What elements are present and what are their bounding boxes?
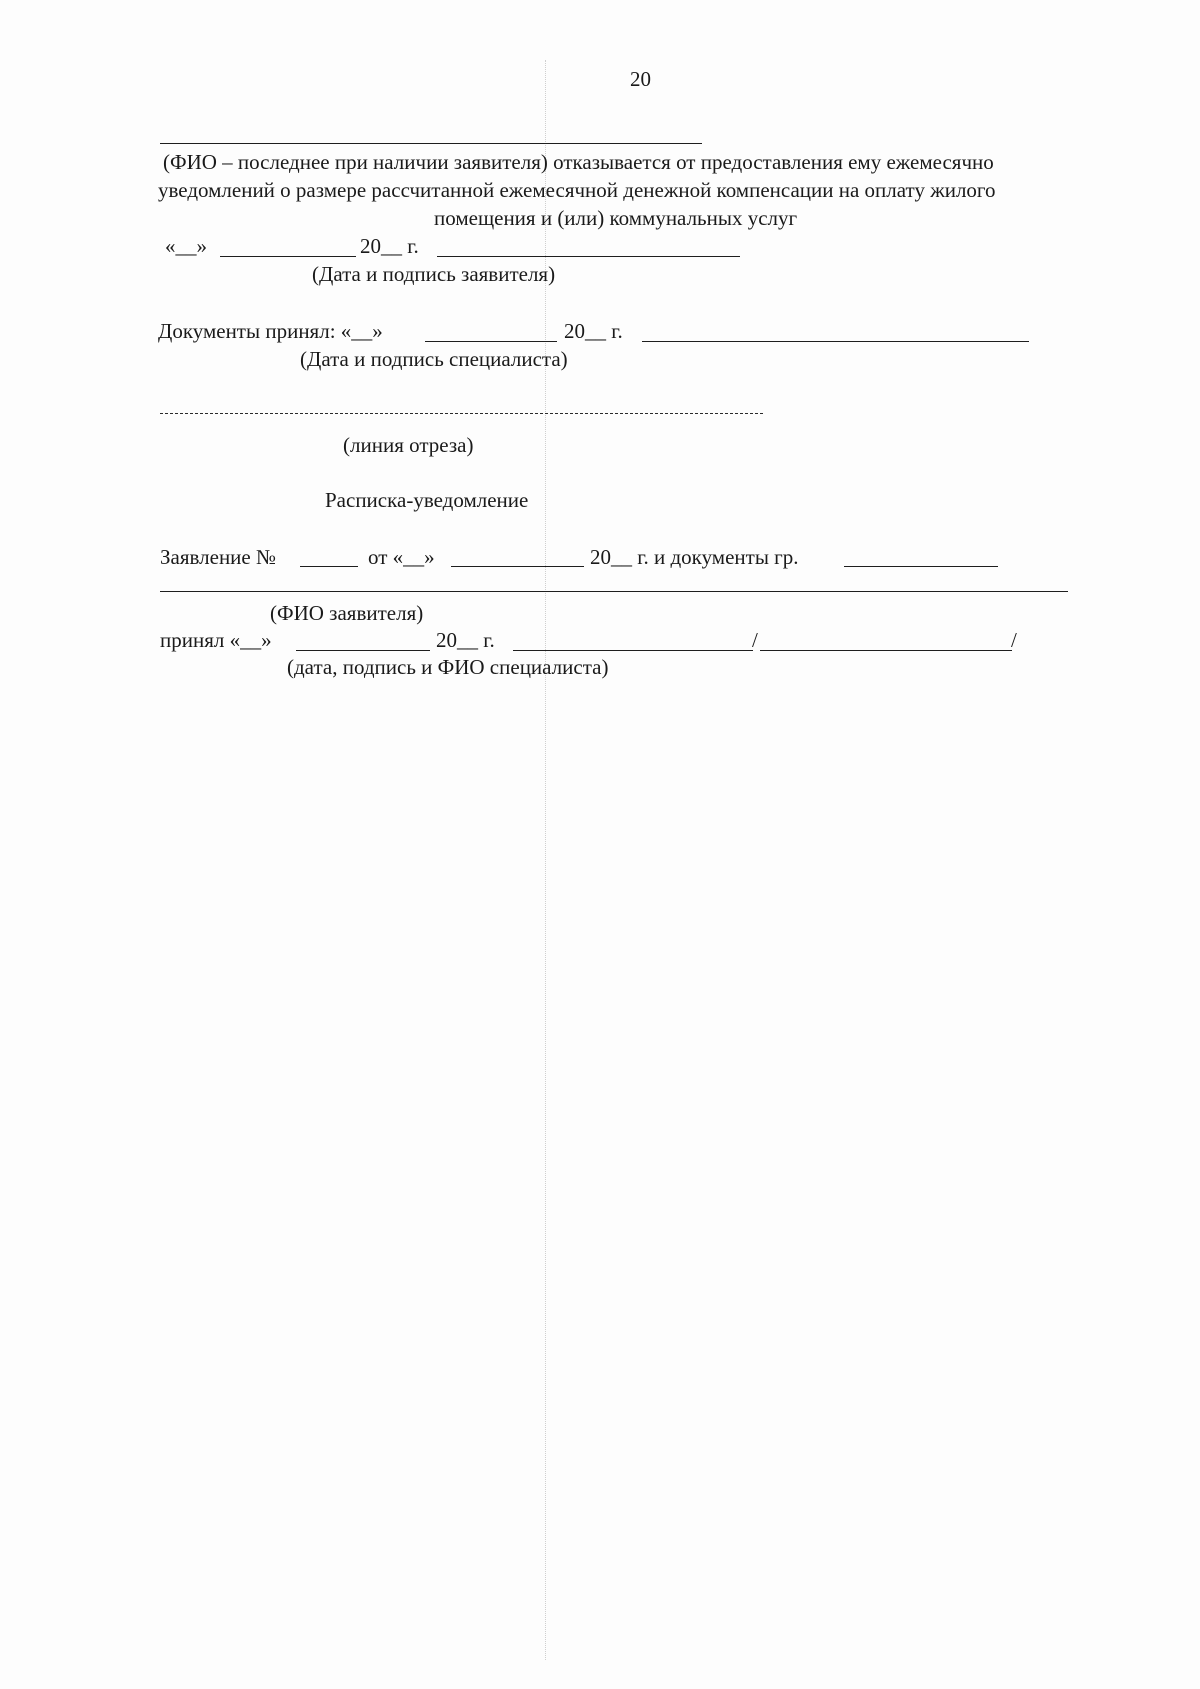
cut-line-caption: (линия отреза) [343,433,474,457]
specialist-date-signature-caption: (Дата и подпись специалиста) [300,347,568,371]
applicant-signature-line [437,256,740,257]
applicant-date-month-line [220,256,356,257]
page-number: 20 [630,67,651,91]
separator-slash-1: / [752,628,758,652]
citizen-name-line [844,566,998,567]
statement-number-label: Заявление № [160,545,277,569]
accepted-date-day: принял «__» [160,628,272,652]
statement-number-line [300,566,358,567]
accepted-date-line [513,650,753,651]
refusal-text-line-2: уведомлений о размере рассчитанной ежемесячной денежной компенсации на оплату жилого [158,178,996,202]
applicant-date-signature-caption: (Дата и подпись заявителя) [312,262,556,286]
applicant-fio-caption: (ФИО заявителя) [270,601,424,625]
specialist-signature-line [642,341,1029,342]
accepted-date-year: 20__ г. [436,628,495,652]
separator-slash-2: / [1011,628,1017,652]
receipt-title: Расписка-уведомление [325,488,529,512]
applicant-fio-line [160,143,702,144]
statement-date-month-line [451,566,584,567]
scan-fold-line [545,60,546,1660]
cut-line [160,413,763,414]
specialist-date-year: 20__ г. [564,319,623,343]
refusal-text-line-1: (ФИО – последнее при наличии заявителя) отказывается от предоставления ему ежемесячно [163,150,994,174]
statement-date-year-docs: 20__ г. и документы гр. [590,545,799,569]
statement-date-day: от «__» [368,545,435,569]
documents-accepted-label: Документы принял: «__» [158,319,383,343]
applicant-fio-full-line [160,591,1068,592]
specialist-date-month-line [425,341,557,342]
accepted-signature-line [760,650,1012,651]
specialist-signature-caption: (дата, подпись и ФИО специалиста) [287,655,609,679]
refusal-text-line-3: помещения и (или) коммунальных услуг [434,206,798,230]
applicant-date-year: 20__ г. [360,234,419,258]
applicant-date-day: «__» [165,234,207,258]
accepted-date-month-line [296,650,430,651]
